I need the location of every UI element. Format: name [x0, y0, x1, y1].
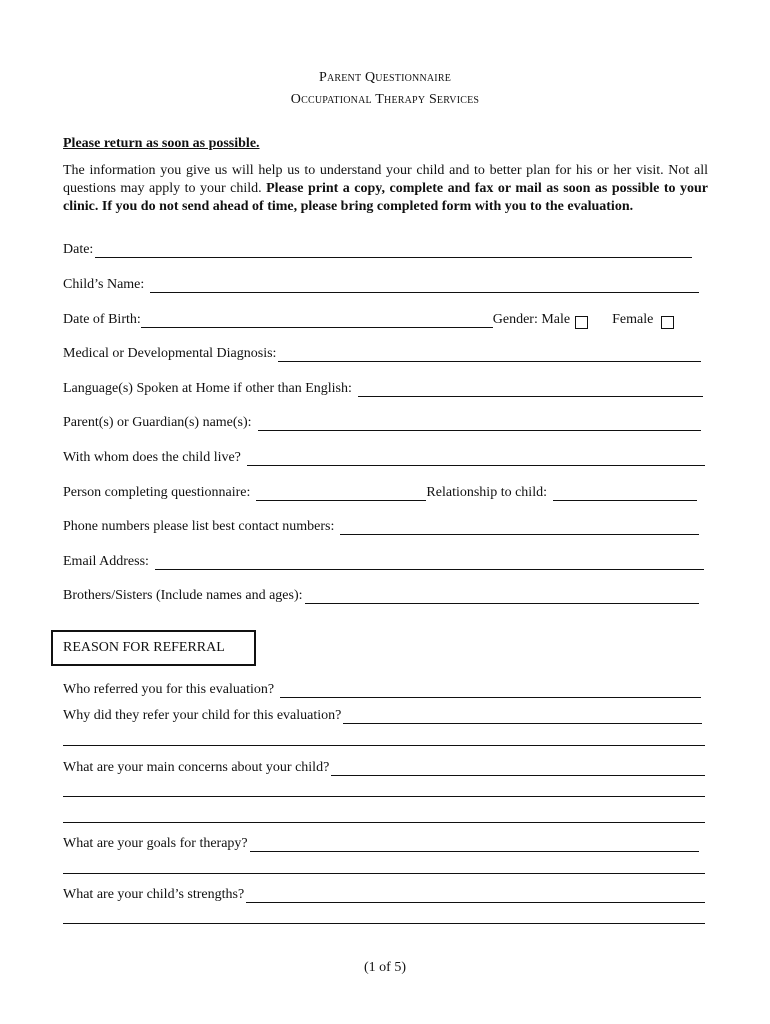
strengths-extra-line[interactable]: [63, 923, 705, 924]
siblings-label: Brothers/Sisters (Include names and ages):: [63, 588, 303, 603]
strengths-label: What are your child’s strengths?: [63, 887, 245, 902]
goals-line[interactable]: [250, 838, 699, 852]
language-field[interactable]: [63, 379, 703, 397]
date-line[interactable]: [95, 244, 692, 258]
child-name-field[interactable]: [63, 275, 699, 293]
email-line[interactable]: [155, 556, 704, 570]
gender-male-label: Gender: Male: [492, 312, 571, 327]
form-subtitle: Occupational Therapy Services: [290, 92, 480, 107]
dob-line[interactable]: [141, 314, 493, 328]
phone-line[interactable]: [340, 521, 699, 535]
phone-label: Phone numbers please list best contact numbers:: [63, 519, 335, 534]
language-label: Language(s) Spoken at Home if other than English:: [63, 381, 352, 396]
male-checkbox[interactable]: [575, 316, 588, 329]
date-field[interactable]: [63, 240, 692, 258]
female-checkbox[interactable]: [661, 316, 674, 329]
goals-label: What are your goals for therapy?: [63, 836, 248, 851]
female-label: Female: [612, 312, 654, 327]
intro-text-plain: The information you give us will help us to understand your child and to better plan for his or her visit. Not all questions may apply to your child.: [63, 163, 708, 196]
concerns-line[interactable]: [331, 762, 705, 776]
diagnosis-field[interactable]: [63, 344, 701, 362]
concerns-extra-line-2[interactable]: [63, 822, 705, 823]
strengths-field[interactable]: [63, 885, 705, 903]
why-referred-line[interactable]: [343, 710, 702, 724]
lives-with-line[interactable]: [247, 452, 705, 466]
email-label: Email Address:: [63, 554, 149, 569]
guardian-label: Parent(s) or Guardian(s) name(s):: [63, 415, 252, 430]
child-name-line[interactable]: [150, 279, 699, 293]
why-referred-extra-line[interactable]: [63, 745, 705, 746]
child-name-label: Child’s Name:: [63, 277, 145, 292]
dob-gender-row: [63, 310, 703, 328]
email-field[interactable]: [63, 552, 704, 570]
page-number: (1 of 5): [364, 960, 406, 975]
guardian-field[interactable]: [63, 413, 701, 431]
why-referred-label: Why did they refer your child for this evaluation?: [63, 708, 342, 723]
phone-field[interactable]: [63, 517, 699, 535]
concerns-label: What are your main concerns about your child?: [63, 760, 330, 775]
person-completing-label: Person completing questionnaire:: [63, 485, 251, 500]
language-line[interactable]: [358, 383, 703, 397]
who-referred-line[interactable]: [280, 684, 701, 698]
diagnosis-label: Medical or Developmental Diagnosis:: [63, 346, 277, 361]
siblings-field[interactable]: [63, 586, 699, 604]
concerns-extra-line-1[interactable]: [63, 796, 705, 797]
referral-section-heading: REASON FOR REFERRAL: [51, 630, 256, 666]
strengths-line[interactable]: [246, 889, 705, 903]
why-referred-field[interactable]: [63, 706, 702, 724]
concerns-field[interactable]: [63, 758, 705, 776]
return-notice: Please return as soon as possible.: [63, 136, 260, 151]
lives-with-field[interactable]: [63, 448, 705, 466]
lives-with-label: With whom does the child live?: [63, 450, 241, 465]
dob-label: Date of Birth:: [63, 312, 141, 327]
person-completing-row: [63, 483, 697, 501]
date-label: Date:: [63, 242, 94, 257]
who-referred-label: Who referred you for this evaluation?: [63, 682, 275, 697]
relationship-line[interactable]: [553, 487, 697, 501]
form-title: Parent Questionnaire: [318, 70, 452, 85]
goals-field[interactable]: [63, 834, 699, 852]
intro-paragraph: [63, 162, 708, 216]
diagnosis-line[interactable]: [278, 348, 701, 362]
goals-extra-line[interactable]: [63, 873, 705, 874]
who-referred-field[interactable]: [63, 680, 701, 698]
siblings-line[interactable]: [305, 590, 700, 604]
relationship-label: Relationship to child:: [426, 485, 547, 500]
person-completing-line[interactable]: [256, 487, 426, 501]
intro-text-bold: Please print a copy, complete and fax or mail as soon as possible to your clinic. If you do not send ahead of time, please bring completed form with you to the evaluation.: [63, 181, 708, 214]
guardian-line[interactable]: [258, 417, 701, 431]
